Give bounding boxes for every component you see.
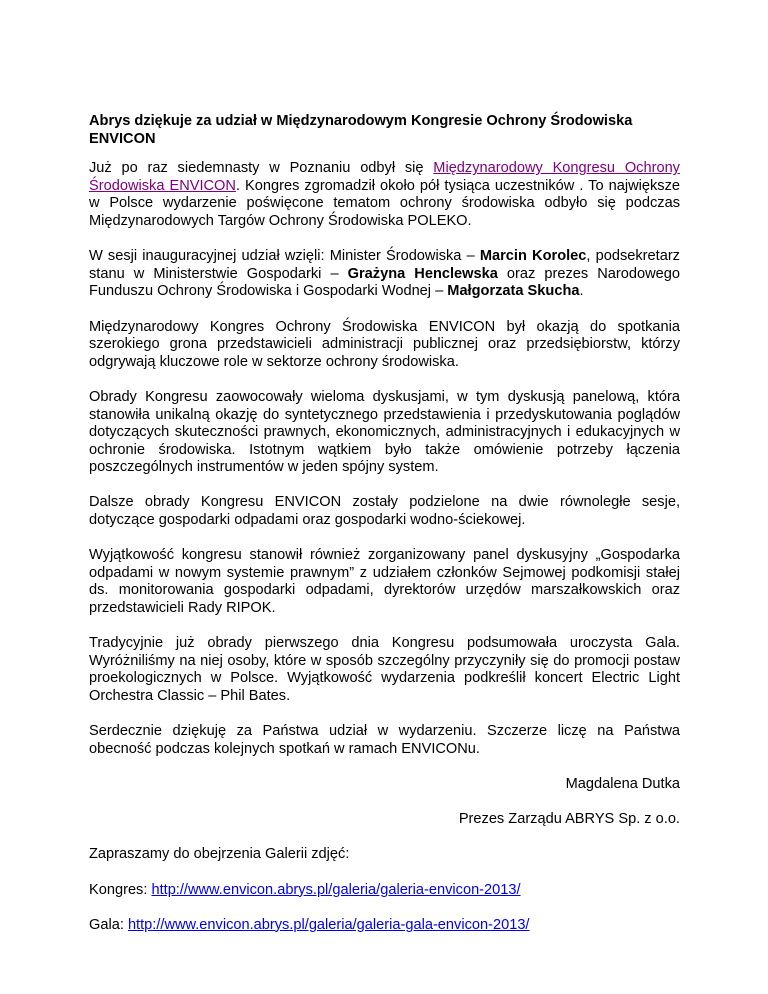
paragraph-panel: Wyjątkowość kongresu stanowił również zorganizowany panel dyskusyjny „Gospodarka odpadami w nowym systemie prawnym” z udziałem członków Sejmowej podkomisji stałej ds. monitorowania gospodarki odpadami, dyrektorów urzędów marszałkowskich oraz przedstawicieli Rady RIPOK. bbox=[89, 547, 680, 617]
paragraph-sessions: Dalsze obrady Kongresu ENVICON zostały podzielone na dwie równoległe sesje, dotyczące gospodarki odpadami oraz gospodarki wodno-ściekowej. bbox=[89, 494, 680, 529]
undersecretary-name: Grażyna Henclewska bbox=[347, 265, 498, 282]
paragraph-intro-text-after: . Kongres zgromadził około pół tysiąca uczestników . To największe w Polsce wydarzenie poświęcone tematom ochrony środowiska odbyło się podczas Międzynarodowych Targów Ochrony Środowiska POLEKO. bbox=[89, 177, 680, 229]
inauguration-text-2: , podsekretarz stanu w Ministerstwie Gospodarki – bbox=[89, 248, 680, 282]
signature-name: Magdalena Dutka bbox=[565, 775, 680, 792]
document-title: Abrys dziękuje za udział w Międzynarodowym Kongresie Ochrony Środowiska ENVICON bbox=[89, 113, 633, 147]
fund-president-name: Małgorzata Skucha bbox=[447, 283, 580, 300]
paragraph-discussions: Obrady Kongresu zaowocowały wieloma dyskusjami, w tym dyskusją panelową, która stanowiła unikalną okazję do syntetycznego przedstawienia i przedyskutowania poglądów dotyczących skuteczności prawnych, ekonomicznych, administracyjnych i edukacyjnych w ochronie środowiska. Istotnym wątkiem było także omówienie potrzeby łączenia poszczególnych instrumentów w jeden spójny system. bbox=[89, 388, 680, 476]
inauguration-text-3: oraz prezes Narodowego Funduszu Ochrony Środowiska i Gospodarki Wodnej – bbox=[89, 265, 680, 300]
minister-name: Marcin Korolec bbox=[479, 248, 587, 265]
inauguration-text-1: W sesji inauguracyjnej udział wzięli: Minister Środowiska – bbox=[89, 248, 480, 265]
paragraph-gala: Tradycyjnie już obrady pierwszego dnia Kongresu podsumowała uroczysta Gala. Wyróżniliśmy na niej osoby, które w sposób szczególny przyczyniły się do promocji postaw proekologicznych w Polsce. Wyjątkowość wydarzenia podkreślił koncert Electric Light Orchestra Classic – Phil Bates. bbox=[89, 635, 680, 704]
gallery-intro: Zapraszamy do obejrzenia Galerii zdjęć: bbox=[89, 846, 350, 863]
gallery-link-congress-label: Kongres: bbox=[89, 881, 152, 898]
paragraph-intro bbox=[89, 160, 680, 230]
gallery-link-congress[interactable]: http://www.envicon.abrys.pl/galeria/galeria-envicon-2013/ bbox=[151, 881, 521, 898]
inauguration-text-4: . bbox=[579, 283, 584, 300]
paragraph-meeting: Międzynarodowy Kongres Ochrony Środowiska ENVICON był okazją do spotkania szerokiego grona przedstawicieli administracji publicznej oraz przedsiębiorstw, którzy odgrywają kluczowe role w sektorze ochrony środowiska. bbox=[89, 318, 680, 370]
envicon-congress-link[interactable]: Międzynarodowy Kongresu Ochrony Środowiska ENVICON bbox=[89, 160, 680, 194]
paragraph-thanks: Serdecznie dziękuję za Państwa udział w wydarzeniu. Szczerze liczę na Państwa obecność podczas kolejnych spotkań w ramach ENVICONu. bbox=[89, 723, 680, 757]
paragraph-inauguration bbox=[89, 248, 680, 301]
gallery-link-gala-label: Gala: bbox=[89, 916, 128, 933]
signature-role: Prezes Zarządu ABRYS Sp. z o.o. bbox=[458, 811, 680, 828]
paragraph-intro-text-before: Już po raz siedemnasty w Poznaniu odbył się bbox=[89, 160, 434, 177]
gallery-link-congress-row bbox=[89, 882, 680, 900]
gallery-link-gala[interactable]: http://www.envicon.abrys.pl/galeria/galeria-gala-envicon-2013/ bbox=[127, 916, 530, 933]
gallery-link-gala-row bbox=[89, 917, 680, 935]
document-body bbox=[89, 113, 680, 952]
